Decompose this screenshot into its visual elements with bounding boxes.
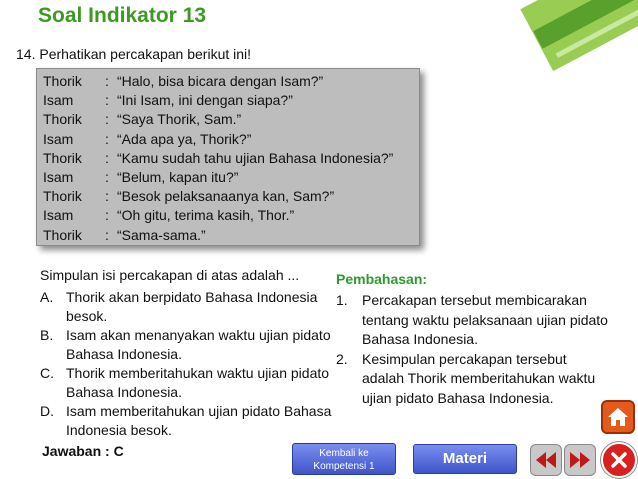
dialog-speaker: Thorik — [43, 111, 82, 128]
option-letter: A. — [40, 289, 54, 305]
dialog-speaker: Isam — [43, 207, 74, 224]
next-button[interactable] — [564, 444, 596, 476]
option-c — [40, 364, 340, 402]
dialog-text: “Ini Isam, ini dengan siapa?” — [117, 92, 293, 109]
dialog-speaker: Isam — [43, 169, 74, 186]
option-text: Isam memberitahukan ujian pidato Bahasa Indonesia besok. — [66, 403, 332, 438]
dialog-colon: : — [105, 149, 109, 166]
discussion-panel — [336, 270, 608, 408]
dialog-colon: : — [105, 188, 109, 205]
option-text: Isam akan menanyakan waktu ujian pidato Bahasa Indonesia. — [66, 327, 331, 362]
back-to-competency-button[interactable] — [292, 443, 396, 475]
dialog-colon: : — [105, 169, 109, 186]
option-letter: C. — [40, 365, 54, 381]
point-text: Percakapan tersebut membicarakan tentang waktu pelaksanaan ujian pidato Bahasa Indonesia. — [362, 292, 608, 347]
dialog-colon: : — [105, 226, 109, 243]
close-button[interactable] — [601, 442, 637, 478]
dialog-text: “Kamu sudah tahu ujian Bahasa Indonesia?” — [117, 149, 394, 166]
dialog-text: “Ada apa ya, Thorik?” — [117, 130, 252, 147]
dialog-text: “Saya Thorik, Sam.” — [117, 111, 242, 128]
dialog-colon: : — [105, 92, 109, 109]
dialog-line — [43, 130, 413, 149]
dialog-speaker: Isam — [43, 92, 74, 109]
dialog-colon: : — [105, 111, 109, 128]
point-text: Kesimpulan percakapan tersebut adalah Thorik memberitahukan waktu ujian pidato Bahasa Indonesia. — [362, 350, 596, 406]
dialog-line — [43, 206, 413, 225]
previous-button[interactable] — [530, 444, 562, 476]
point-number: 1. — [336, 292, 348, 308]
discussion-point — [336, 291, 608, 350]
back-button-line2: Kompetensi 1 — [313, 461, 375, 472]
dialog-text: “Belum, kapan itu?” — [117, 169, 239, 186]
option-d — [40, 402, 340, 440]
materi-button[interactable]: Materi — [413, 444, 517, 474]
dialog-speaker: Thorik — [43, 188, 82, 205]
dialog-colon: : — [105, 73, 109, 89]
page-title: Soal Indikator 13 — [38, 4, 207, 27]
dialog-text: “Sama-sama.” — [117, 226, 206, 243]
close-icon — [611, 452, 627, 468]
dialog-box — [36, 68, 420, 246]
dialog-text: “Oh gitu, terima kasih, Thor.” — [117, 207, 295, 224]
dialog-colon: : — [105, 130, 109, 147]
double-arrow-left-icon — [534, 450, 558, 470]
option-letter: B. — [40, 327, 54, 343]
question-text: 14. Perhatikan percakapan berikut ini! — [16, 46, 252, 62]
dialog-text: “Halo, bisa bicara dengan Isam?” — [117, 73, 324, 89]
option-letter: D. — [40, 403, 54, 419]
options-prompt: Simpulan isi percakapan di atas adalah ... — [40, 267, 300, 283]
home-button[interactable] — [601, 400, 635, 434]
option-text: Thorik akan berpidato Bahasa Indonesia besok. — [66, 289, 318, 324]
option-a — [40, 288, 340, 326]
dialog-line — [43, 226, 413, 245]
dialog-line — [43, 110, 413, 129]
dialog-line — [43, 187, 413, 206]
dialog-line — [43, 72, 413, 91]
dialog-line — [43, 168, 413, 187]
discussion-heading: Pembahasan: — [336, 271, 428, 287]
home-icon — [607, 407, 629, 427]
option-b — [40, 326, 340, 364]
dialog-text: “Besok pelaksanaanya kan, Sam?” — [117, 188, 335, 205]
dialog-line — [43, 149, 413, 168]
answer-options — [40, 266, 340, 440]
dialog-colon: : — [105, 207, 109, 224]
dialog-speaker: Isam — [43, 130, 74, 147]
dialog-speaker: Thorik — [43, 226, 82, 243]
discussion-point — [336, 350, 608, 409]
double-arrow-right-icon — [568, 450, 592, 470]
dialog-line — [43, 91, 413, 110]
point-number: 2. — [336, 350, 348, 367]
dialog-speaker: Thorik — [43, 73, 82, 89]
back-button-line1: Kembali ke — [319, 448, 369, 459]
answer-text: Jawaban : C — [42, 443, 124, 459]
dialog-speaker: Thorik — [43, 149, 82, 166]
option-text: Thorik memberitahukan waktu ujian pidato Bahasa Indonesia. — [66, 365, 330, 400]
